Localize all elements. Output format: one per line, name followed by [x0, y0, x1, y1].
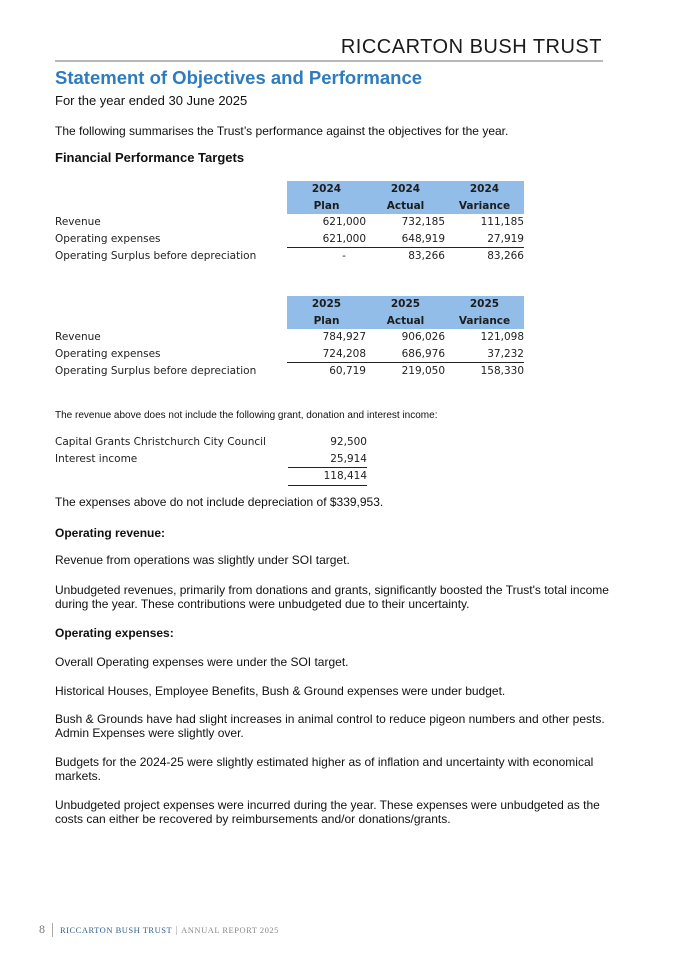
revenue-note: The revenue above does not include the following grant, donation and interest income: — [55, 410, 438, 421]
header-title: RICCARTON BUSH TRUST — [340, 36, 602, 58]
intro-text: The following summarises the Trust’s performance against the objectives for the year. — [55, 124, 509, 138]
cell-plan: 621,000 — [322, 232, 366, 245]
table-row — [55, 329, 524, 346]
footer-divider — [176, 926, 177, 935]
table-row — [55, 346, 524, 363]
table-row — [55, 231, 524, 248]
cell-actual: 732,185 — [401, 216, 445, 228]
operating-expenses-paragraph: Overall Operating expenses were under the SOI target. — [55, 655, 349, 669]
row-label: Operating Surplus before depreciation — [55, 249, 257, 262]
header-rule — [55, 60, 603, 62]
cell-variance: 37,232 — [487, 347, 524, 360]
table-header-blank — [55, 296, 287, 313]
operating-revenue-paragraph: Unbudgeted revenues, primarily from donations and grants, significantly boosted the Trust's total income during the year. These contributions were unbudgeted due to their uncertainty. — [55, 583, 609, 611]
operating-expenses-paragraph: Historical Houses, Employee Benefits, Bush & Ground expenses were under budget. — [55, 684, 506, 698]
cell-plan: 621,000 — [322, 216, 366, 228]
grant-label: Capital Grants Christchurch City Council — [55, 436, 266, 448]
col-header-actual: Actual — [366, 313, 445, 330]
grant-total: 118,414 — [288, 468, 367, 486]
grant-value: 25,914 — [330, 452, 367, 465]
cell-variance: 121,098 — [480, 331, 524, 343]
cell-plan: 784,927 — [322, 331, 366, 343]
col-header-plan-year: 2025 — [287, 296, 366, 313]
col-header-variance: Variance — [445, 198, 524, 215]
cell-plan: 724,208 — [322, 347, 366, 360]
grant-total-label — [55, 468, 288, 486]
row-label: Operating expenses — [55, 347, 161, 360]
cell-variance: 158,330 — [445, 363, 524, 380]
table-header-blank — [55, 198, 287, 215]
cell-variance: 83,266 — [445, 248, 524, 265]
operating-expenses-paragraph: Unbudgeted project expenses were incurred during the year. These expenses were unbudgeted as the costs can either be recovered by reimbursements and/or donations/grants. — [55, 798, 600, 826]
depreciation-note: The expenses above do not include depreciation of $339,953. — [55, 495, 384, 509]
table-header-blank — [55, 313, 287, 330]
operating-revenue-paragraph: Revenue from operations was slightly under SOI target. — [55, 553, 350, 567]
col-header-plan: Plan — [287, 198, 366, 215]
section-heading: Financial Performance Targets — [55, 150, 245, 165]
col-header-variance: Variance — [445, 313, 524, 330]
page-subtitle: For the year ended 30 June 2025 — [55, 93, 248, 108]
footer-report: ANNUAL REPORT 2025 — [181, 925, 279, 935]
table-row — [55, 434, 367, 451]
row-label: Revenue — [55, 216, 101, 228]
cell-plan — [287, 248, 366, 265]
table-header-blank — [55, 181, 287, 198]
financial-table-2024 — [55, 181, 524, 265]
row-label: Revenue — [55, 331, 101, 343]
operating-revenue-heading: Operating revenue: — [55, 526, 166, 540]
operating-expenses-paragraph: Bush & Grounds have had slight increases in animal control to reduce pigeon numbers and other pests. Admin Expenses were slightly over. — [55, 712, 605, 740]
cell-actual: 686,976 — [401, 347, 445, 360]
cell-plan: 60,719 — [287, 363, 366, 380]
table-row — [55, 363, 524, 380]
col-header-variance-year: 2025 — [445, 296, 524, 313]
page-number: 8 — [39, 922, 45, 936]
col-header-actual-year: 2024 — [366, 181, 445, 198]
col-header-plan: Plan — [287, 313, 366, 330]
cell-actual: 906,026 — [401, 331, 445, 343]
table-row — [55, 214, 524, 231]
table-row — [55, 451, 367, 468]
cell-plan-value: - — [342, 250, 346, 262]
col-header-actual: Actual — [366, 198, 445, 215]
operating-expenses-paragraph: Budgets for the 2024-25 were slightly estimated higher as of inflation and uncertainty with economical markets. — [55, 755, 594, 783]
cell-variance: 111,185 — [480, 216, 524, 228]
financial-table-2025 — [55, 296, 524, 380]
footer-brand: RICCARTON BUSH TRUST — [60, 925, 173, 935]
grant-income-table — [55, 434, 367, 486]
col-header-plan-year: 2024 — [287, 181, 366, 198]
table-row — [55, 248, 524, 265]
col-header-actual-year: 2025 — [366, 296, 445, 313]
cell-variance: 27,919 — [487, 232, 524, 245]
cell-actual: 83,266 — [366, 248, 445, 265]
footer-divider — [52, 923, 53, 937]
cell-actual: 648,919 — [401, 232, 445, 245]
col-header-variance-year: 2024 — [445, 181, 524, 198]
page-footer — [39, 922, 279, 937]
page-title: Statement of Objectives and Performance — [55, 67, 423, 88]
operating-expenses-heading: Operating expenses: — [55, 626, 174, 640]
row-label: Operating expenses — [55, 232, 161, 245]
grant-value: 92,500 — [330, 436, 367, 448]
table-row-total — [55, 468, 367, 486]
grant-label: Interest income — [55, 452, 138, 465]
cell-actual: 219,050 — [366, 363, 445, 380]
row-label: Operating Surplus before depreciation — [55, 364, 257, 377]
